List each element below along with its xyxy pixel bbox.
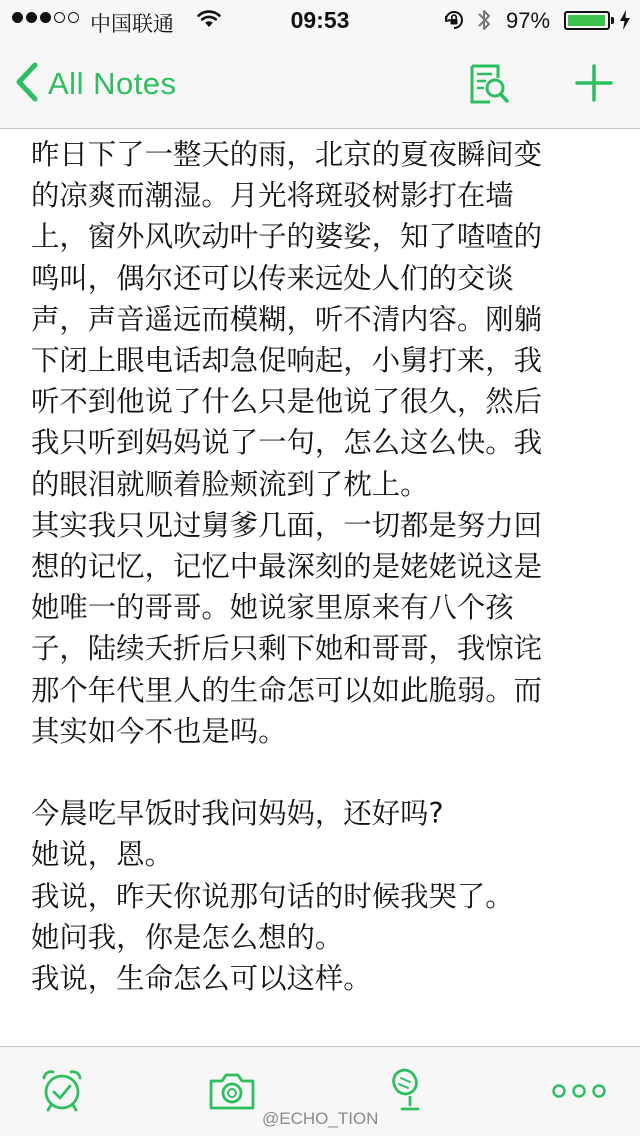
- bottom-toolbar: [0, 1046, 640, 1136]
- audio-record-button[interactable]: [388, 1067, 428, 1117]
- note-line: 那个年代里人的生命怎可以如此脆弱。而: [31, 673, 543, 707]
- note-line: 昨日下了一整天的雨，北京的夏夜瞬间变: [31, 138, 543, 171]
- note-line: 其实如今不也是吗。: [31, 714, 287, 748]
- note-line: 今晨吃早饭时我问妈妈，还好吗?: [31, 797, 444, 831]
- status-time: 09:53: [290, 7, 350, 33]
- note-line: 她说，恩。: [31, 838, 173, 872]
- battery-level-fill: [568, 15, 605, 26]
- carrier-name: 中国联通: [90, 12, 174, 36]
- note-line: 子，陆续夭折后只剩下她和哥哥，我惊诧: [31, 632, 543, 666]
- note-body[interactable]: [31, 134, 611, 999]
- camera-button[interactable]: [208, 1071, 256, 1115]
- navigation-bar: [0, 40, 640, 129]
- reminder-button[interactable]: [40, 1067, 84, 1117]
- plus-icon: [574, 88, 614, 107]
- back-button-label: All Notes: [48, 66, 177, 101]
- status-bar: [0, 0, 640, 40]
- note-line: 我说，生命怎么可以这样。: [31, 962, 372, 996]
- note-line: 声，声音遥远而模糊，听不清内容。刚躺: [31, 302, 543, 336]
- battery-tip: [611, 17, 614, 24]
- note-info-icon: [466, 91, 510, 110]
- note-line: 下闭上眼电话却急促响起，小舅打来，我: [31, 344, 543, 378]
- charging-bolt-icon: [618, 9, 632, 37]
- battery-icon: [564, 11, 610, 30]
- reminder-alarm-icon: [40, 1098, 84, 1117]
- note-line: 其实我只见过舅爹几面，一切都是努力回: [31, 508, 543, 542]
- note-blank-line: [31, 752, 611, 793]
- watermark-text: @ECHO_TION: [262, 1109, 379, 1128]
- note-line: 我说，昨天你说那句话的时候我哭了。: [31, 879, 514, 913]
- more-button[interactable]: [552, 1083, 606, 1103]
- note-line: 我只听到妈妈说了一句，怎么这么快。我: [31, 426, 543, 460]
- add-button[interactable]: [574, 63, 614, 107]
- camera-icon: [208, 1096, 256, 1115]
- note-line: 的凉爽而潮湿。月光将斑驳树影打在墙: [31, 179, 514, 213]
- rotation-lock-icon: [442, 9, 466, 37]
- battery-percent: 97%: [506, 8, 551, 33]
- note-line: 想的记忆，记忆中最深刻的是姥姥说这是: [31, 550, 543, 584]
- note-line: 上，窗外风吹动叶子的婆娑，知了喳喳的: [31, 220, 543, 254]
- note-line: 鸣叫，偶尔还可以传来远处人们的交谈: [31, 261, 514, 295]
- chevron-left-icon: [14, 62, 40, 106]
- note-line: 她唯一的哥哥。她说家里原来有八个孩: [31, 591, 514, 625]
- note-line: 听不到他说了什么只是他说了很久，然后: [31, 385, 543, 419]
- note-line: 的眼泪就顺着脸颊流到了枕上。: [31, 467, 429, 501]
- bluetooth-icon: [476, 7, 492, 39]
- microphone-icon: [388, 1098, 428, 1117]
- all-notes-back-button[interactable]: [14, 62, 177, 106]
- more-dots-icon: [552, 1084, 606, 1103]
- note-line: 她问我，你是怎么想的。: [31, 920, 344, 954]
- note-info-button[interactable]: [466, 62, 510, 110]
